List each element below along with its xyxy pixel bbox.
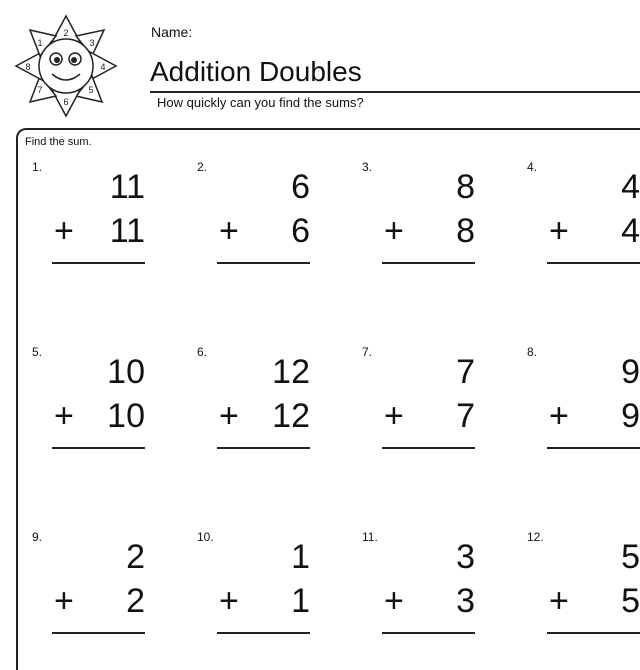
worksheet-subtitle: How quickly can you find the sums? [157, 95, 364, 110]
problem-7 [362, 345, 475, 475]
sun-clock-logo [14, 14, 118, 118]
logo-number: 2 [63, 28, 69, 38]
problem-11 [362, 530, 475, 660]
answer-line [547, 262, 640, 264]
problem-8 [527, 345, 640, 475]
logo-number: 5 [88, 85, 94, 95]
top-addend: 10 [107, 353, 145, 391]
answer-line [52, 632, 145, 634]
top-addend: 2 [126, 538, 145, 576]
plus-sign: + [54, 582, 74, 620]
problem-number: 10. [197, 530, 214, 544]
bottom-addend: 8 [456, 212, 475, 250]
bottom-addend: 3 [456, 582, 475, 620]
answer-line [382, 262, 475, 264]
instructions: Find the sum. [25, 136, 92, 148]
plus-sign: + [384, 582, 404, 620]
problem-12 [527, 530, 640, 660]
top-addend: 1 [291, 538, 310, 576]
plus-sign: + [54, 212, 74, 250]
top-addend: 6 [291, 168, 310, 206]
plus-sign: + [219, 397, 239, 435]
problem-number: 4. [527, 160, 538, 174]
plus-sign: + [384, 397, 404, 435]
problem-number: 1. [32, 160, 43, 174]
problem-number: 11. [362, 530, 378, 544]
problem-6 [197, 345, 310, 475]
top-addend: 8 [456, 168, 475, 206]
top-addend: 5 [621, 538, 640, 576]
problem-number: 8. [527, 345, 538, 359]
answer-line [217, 632, 310, 634]
problem-5 [32, 345, 145, 475]
top-addend: 4 [621, 168, 640, 206]
plus-sign: + [219, 582, 239, 620]
answer-line [217, 447, 310, 449]
problem-number: 6. [197, 345, 208, 359]
bottom-addend: 11 [109, 212, 145, 250]
logo-number: 1 [37, 38, 43, 48]
problem-1 [32, 160, 145, 290]
problem-10 [197, 530, 310, 660]
bottom-addend: 10 [107, 397, 145, 435]
bottom-addend: 1 [291, 582, 310, 620]
bottom-addend: 12 [272, 397, 310, 435]
answer-line [547, 447, 640, 449]
problem-number: 9. [32, 530, 43, 544]
problem-4 [527, 160, 640, 290]
logo-number: 8 [25, 62, 31, 72]
bottom-addend: 7 [456, 397, 475, 435]
problem-3 [362, 160, 475, 290]
answer-line [547, 632, 640, 634]
bottom-addend: 2 [126, 582, 145, 620]
problem-2 [197, 160, 310, 290]
top-addend: 9 [621, 353, 640, 391]
problem-number: 12. [527, 530, 544, 544]
problem-number: 5. [32, 345, 43, 359]
worksheet-title: Addition Doubles [150, 56, 362, 87]
bottom-addend: 6 [291, 212, 310, 250]
top-addend: 11 [109, 168, 145, 206]
name-line [150, 91, 640, 93]
answer-line [382, 632, 475, 634]
bottom-addend: 4 [621, 212, 640, 250]
top-addend: 7 [456, 353, 475, 391]
plus-sign: + [219, 212, 239, 250]
top-addend: 12 [272, 353, 310, 391]
logo-number: 4 [100, 62, 106, 72]
answer-line [52, 447, 145, 449]
answer-line [382, 447, 475, 449]
top-addend: 3 [456, 538, 475, 576]
logo-number: 6 [63, 97, 69, 107]
problem-9 [32, 530, 145, 660]
answer-line [217, 262, 310, 264]
plus-sign: + [549, 397, 569, 435]
answer-line [52, 262, 145, 264]
plus-sign: + [549, 212, 569, 250]
plus-sign: + [54, 397, 74, 435]
logo-number: 3 [89, 38, 95, 48]
problem-number: 2. [197, 160, 208, 174]
logo-number: 7 [37, 85, 43, 95]
problem-number: 3. [362, 160, 373, 174]
bottom-addend: 9 [621, 397, 640, 435]
problem-number: 7. [362, 345, 373, 359]
plus-sign: + [384, 212, 404, 250]
name-label: Name: [151, 24, 193, 40]
plus-sign: + [549, 582, 569, 620]
bottom-addend: 5 [621, 582, 640, 620]
